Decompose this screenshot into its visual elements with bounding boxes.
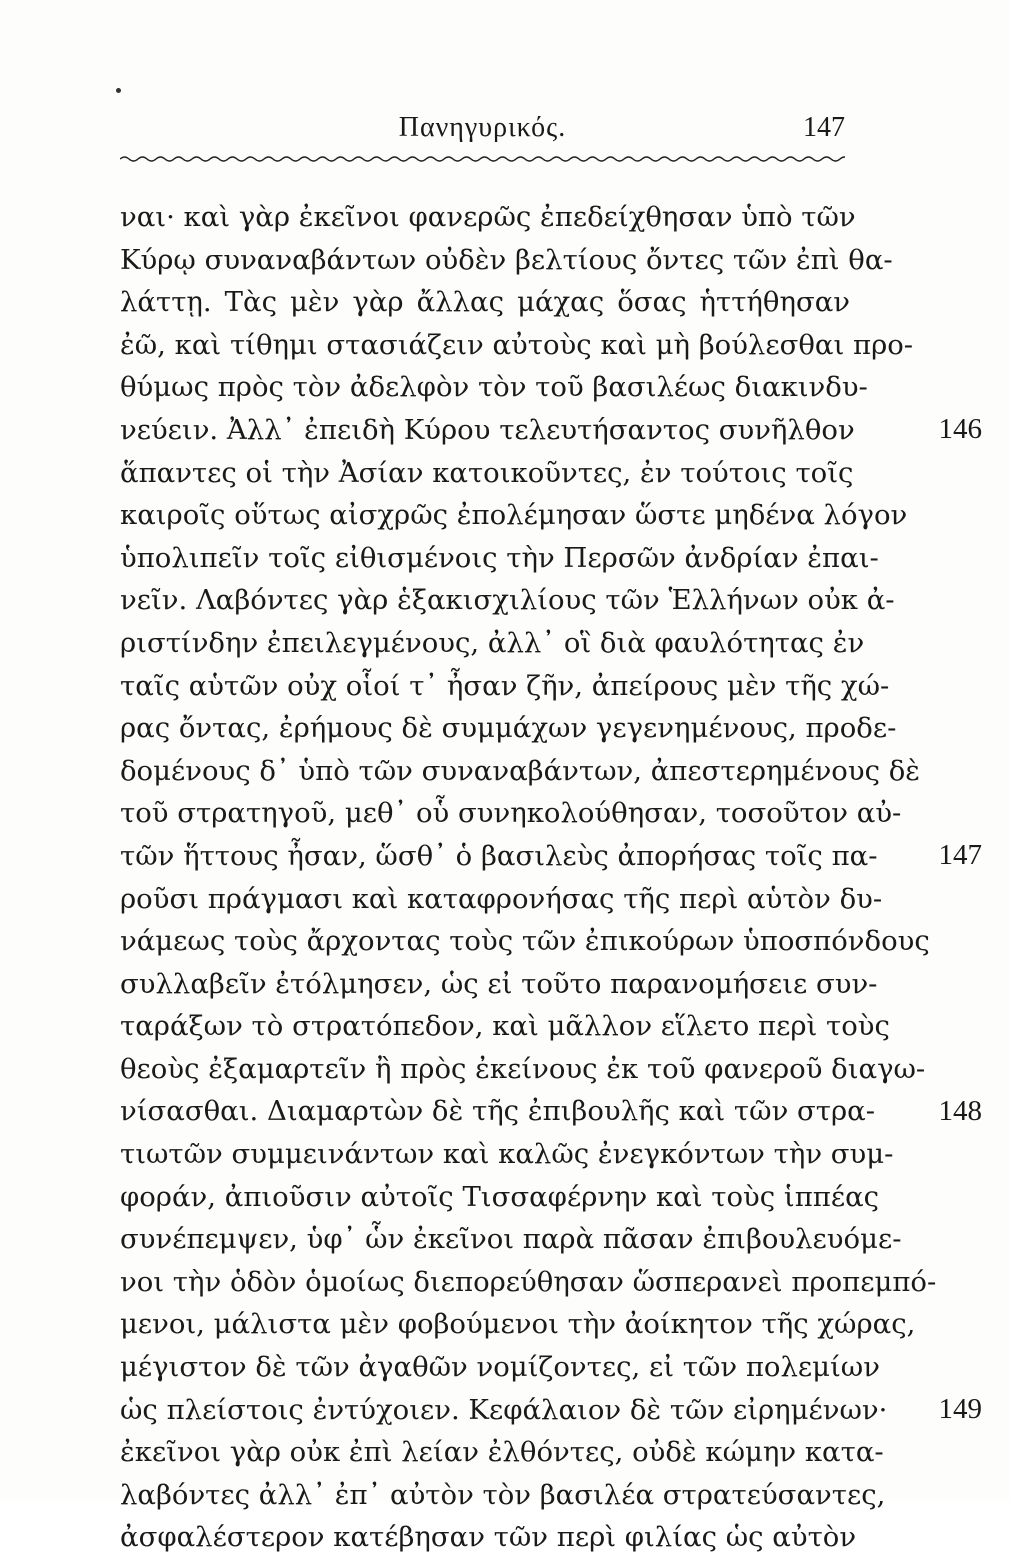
text-line: Κύρῳ συναναβάντων οὐδὲν βελτίους ὄντες τῶν ἐπὶ θα- <box>120 243 893 276</box>
text-line: λαβόντες ἀλλ᾽ ἐπ᾽ αὐτὸν τὸν βασιλέα στρατεύσαντες, <box>120 1478 886 1511</box>
text-line: ριστίνδην ἐπειλεγμένους, ἀλλ᾽ οἳ διὰ φαυλότητας ἐν <box>120 626 865 659</box>
text-line: νεύειν. Ἀλλ᾽ ἐπειδὴ Κύρου τελευτήσαντος συνῆλθον <box>120 413 855 446</box>
text-line: ρας ὄντας, ἐρήμους δὲ συμμάχων γεγενημένους, προδε- <box>120 712 897 745</box>
text-line: ἀσφαλέστερον κατέβησαν τῶν περὶ φιλίας ὡς αὐτὸν <box>120 1521 857 1554</box>
running-title: Πανηγυρικός. <box>398 112 567 143</box>
text-line: ταράξων τὸ στρατόπεδον, καὶ μᾶλλον εἵλετο περὶ τοὺς <box>120 1010 890 1043</box>
section-number: 149 <box>938 1392 982 1425</box>
wavy-header-rule <box>120 152 845 166</box>
text-line: συνέπεμψεν, ὑφ᾽ ὧν ἐκεῖνοι παρὰ πᾶσαν ἐπιβουλευόμε- <box>120 1223 902 1256</box>
text-line: δομένους δ᾽ ὑπὸ τῶν συναναβάντων, ἀπεστερημένους δὲ <box>120 754 921 787</box>
section-number: 147 <box>938 839 982 871</box>
text-line: θεοὺς ἐξαμαρτεῖν ἢ πρὸς ἐκείνους ἐκ τοῦ φανεροῦ διαγω- <box>120 1052 926 1085</box>
text-line: καιροῖς οὕτως αἰσχρῶς ἐπολέμησαν ὥστε μηδένα λόγον <box>120 499 908 532</box>
text-line: θύμως πρὸς τὸν ἀδελφὸν τὸν τοῦ βασιλέως διακινδυ- <box>120 371 868 404</box>
body-text <box>120 196 982 1559</box>
page-number: 147 <box>803 112 845 143</box>
text-line: ναι· καὶ γὰρ ἐκεῖνοι φανερῶς ἐπεδείχθησαν ὑπὸ τῶν <box>120 201 856 233</box>
text-line: ἅπαντες οἱ τὴν Ἀσίαν κατοικοῦντες, ἐν τούτοις τοῖς <box>120 456 854 489</box>
text-line: συλλαβεῖν ἐτόλμησεν, ὡς εἰ τοῦτο παρανομήσειε συν- <box>120 967 878 1000</box>
text-line: νάμεως τοὺς ἄρχοντας τοὺς τῶν ἐπικούρων ὑποσπόνδους <box>120 925 930 958</box>
text-line: νοι τὴν ὁδὸν ὁμοίως διεπορεύθησαν ὥσπερανεὶ προπεμπό- <box>120 1265 937 1298</box>
text-line: μέγιστον δὲ τῶν ἀγαθῶν νομίζοντες, εἰ τῶν πολεμίων <box>120 1351 880 1384</box>
text-line: λάττῃ. Τὰς μὲν γὰρ ἄλλας μάχας ὅσας ἡττήθησαν <box>120 286 850 319</box>
text-line: ἐκεῖνοι γὰρ οὐκ ἐπὶ λείαν ἐλθόντες, οὐδὲ κώμην κατα- <box>120 1436 884 1469</box>
text-line: φοράν, ἀπιοῦσιν αὐτοῖς Τισσαφέρνην καὶ τοὺς ἱππέας <box>120 1180 880 1213</box>
text-line: νίσασθαι. Διαμαρτὼν δὲ τῆς ἐπιβουλῆς καὶ τῶν στρα- <box>120 1095 876 1128</box>
text-line: τῶν ἥττους ἦσαν, ὥσθ᾽ ὁ βασιλεὺς ἀπορήσας τοῖς πα- <box>120 839 878 872</box>
text-line: νεῖν. Λαβόντες γὰρ ἑξακισχιλίους τῶν Ἑλλήνων οὐκ ἀ- <box>120 584 895 617</box>
running-head <box>120 112 845 152</box>
text-line: τοῦ στρατηγοῦ, μεθ᾽ οὗ συνηκολούθησαν, τοσοῦτον αὐ- <box>120 797 902 830</box>
text-line: ὡς πλείστοις ἐντύχοιεν. Κεφάλαιον δὲ τῶν εἰρημένων· <box>120 1393 888 1426</box>
text-line: ὑπολιπεῖν τοῖς εἰθισμένοις τὴν Περσῶν ἀνδρίαν ἐπαι- <box>120 541 879 574</box>
text-line: μενοι, μάλιστα μὲν φοβούμενοι τὴν ἀοίκητον τῆς χώρας, <box>120 1308 916 1341</box>
section-number: 146 <box>938 413 982 445</box>
text-line: ροῦσι πράγμασι καὶ καταφρονήσας τῆς περὶ αὑτὸν δυ- <box>120 882 883 915</box>
text-line: ταῖς αὑτῶν οὐχ οἷοί τ᾽ ἦσαν ζῆν, ἀπείρους μὲν τῆς χώ- <box>120 669 890 702</box>
text-line: τιωτῶν συμμεινάντων καὶ καλῶς ἐνεγκόντων τὴν συμ- <box>120 1138 894 1171</box>
section-number: 148 <box>938 1094 982 1127</box>
ink-speck <box>116 88 121 93</box>
text-line: ἐῶ, καὶ τίθημι στασιάζειν αὐτοὺς καὶ μὴ βούλεσθαι προ- <box>120 328 914 361</box>
